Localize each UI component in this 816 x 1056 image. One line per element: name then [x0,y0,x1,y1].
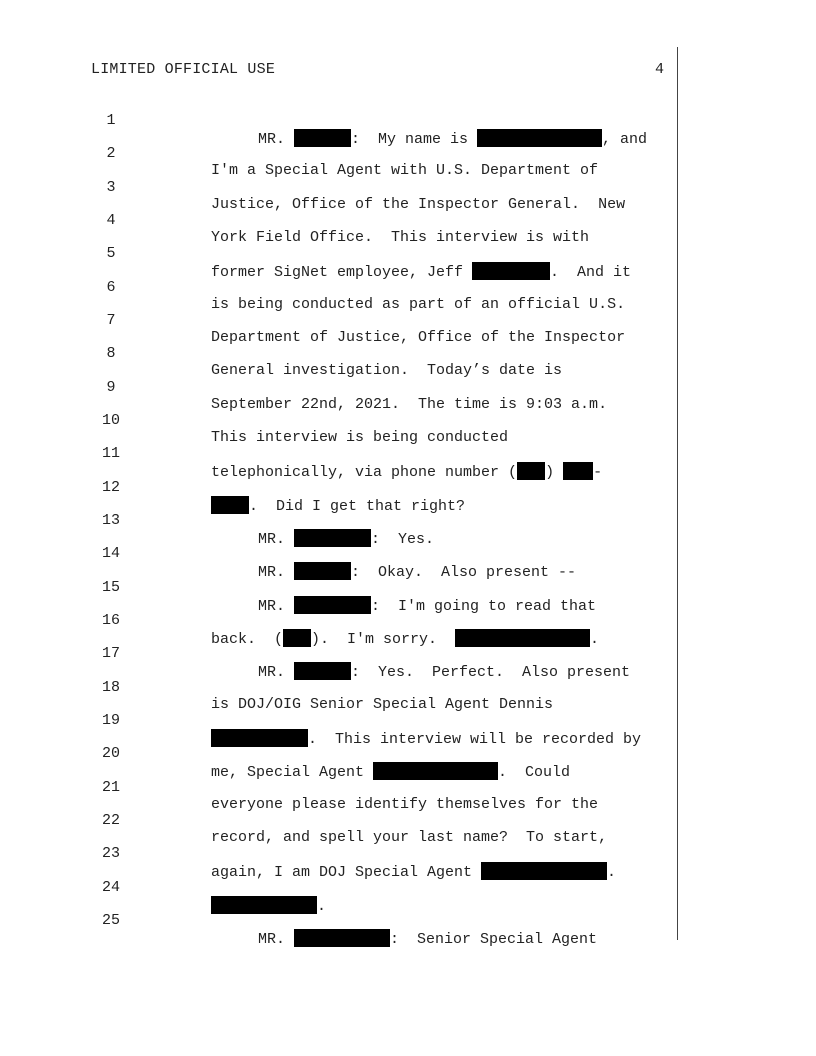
redaction-box [294,929,390,947]
line-number: 25 [101,912,120,929]
line-number: 16 [101,612,120,629]
line-text [211,762,570,781]
text-segment: . This interview will be recorded by [308,731,642,748]
line-number: 22 [101,812,120,829]
redaction-box [211,729,308,747]
line-text: everyone please identify themselves for the [211,796,599,813]
text-segment: MR. [258,531,295,548]
text-segment: : Yes. [371,531,435,548]
text-segment: . Could [498,764,571,781]
text-segment: ) [545,464,564,481]
redaction-box [211,496,249,514]
text-segment: MR. [258,931,295,948]
line-number: 2 [106,145,116,162]
line-text: September 22nd, 2021. The time is 9:03 a.m. [211,396,608,413]
line-number: 13 [101,512,120,529]
line-text: record, and spell your last name? To start, [211,829,608,846]
line-text: General investigation. Today’s date is [211,362,563,379]
text-segment: MR. [258,131,295,148]
line-text [211,629,599,648]
line-number: 15 [101,579,120,596]
text-segment: again, I am DOJ Special Agent [211,864,482,881]
line-number: 18 [101,679,120,696]
line-number: 23 [101,845,120,862]
line-text [258,529,434,548]
text-segment: : Okay. Also present -- [351,564,577,581]
line-text [258,562,576,581]
line-number: 14 [101,545,120,562]
text-segment: . Did I get that right? [249,498,466,515]
text-segment: MR. [258,598,295,615]
text-segment: telephonically, via phone number ( [211,464,518,481]
redaction-box [481,862,607,880]
text-segment: . [317,898,327,915]
text-segment: - [593,464,603,481]
line-text [211,729,641,748]
line-text: This interview is being conducted [211,429,509,446]
redaction-box [455,629,590,647]
text-segment: . [590,631,600,648]
line-number: 8 [106,345,116,362]
line-text [258,129,647,148]
line-text: is DOJ/OIG Senior Special Agent Dennis [211,696,554,713]
text-segment: , and [602,131,648,148]
redaction-box [294,596,371,614]
text-segment: MR. [258,664,295,681]
redaction-box [517,462,545,480]
line-number: 12 [101,479,120,496]
line-number: 10 [101,412,120,429]
redaction-box [283,629,311,647]
right-margin-rule [677,47,678,940]
line-number: 5 [106,245,116,262]
text-segment: me, Special Agent [211,764,374,781]
line-text: Justice, Office of the Inspector General. New [211,196,626,213]
redaction-box [211,896,317,914]
line-number: 19 [101,712,120,729]
text-segment: : Yes. Perfect. Also present [351,664,631,681]
line-number: 11 [101,445,120,462]
line-number: 20 [101,745,120,762]
line-number: 7 [106,312,116,329]
redaction-box [373,762,498,780]
line-text [258,596,596,615]
transcript-line [0,95,648,148]
line-number: 4 [106,212,116,229]
line-text [258,929,597,948]
redaction-box [472,262,550,280]
text-segment: : My name is [351,131,478,148]
text-segment: MR. [258,564,295,581]
line-number: 1 [106,112,116,129]
line-number: 17 [101,645,120,662]
line-number: 21 [101,779,120,796]
redaction-box [294,662,351,680]
line-text [258,662,630,681]
text-segment: . And it [550,264,632,281]
line-text [211,862,616,881]
line-text [211,262,631,281]
transcript-line [0,862,327,915]
line-text: York Field Office. This interview is with [211,229,590,246]
line-number: 3 [106,179,116,196]
redaction-box [563,462,593,480]
redaction-box [294,529,371,547]
line-text [211,496,465,515]
text-segment: former SigNet employee, Jeff [211,264,473,281]
text-segment: back. ( [211,631,284,648]
line-number: 24 [101,879,120,896]
line-number: 9 [106,379,116,396]
redaction-box [294,129,351,147]
line-text: I'm a Special Agent with U.S. Department of [211,162,599,179]
page-number: 4 [655,61,665,78]
line-text [211,896,326,915]
classification-header: LIMITED OFFICIAL USE [91,61,276,78]
line-text: is being conducted as part of an official U.S. [211,296,626,313]
text-segment: ). I'm sorry. [311,631,456,648]
text-segment: . [607,864,617,881]
line-number: 6 [106,279,116,296]
redaction-box [294,562,351,580]
transcript-line [0,895,598,948]
line-text [211,462,602,481]
line-text: Department of Justice, Office of the Inspector [211,329,626,346]
redaction-box [477,129,602,147]
text-segment: : Senior Special Agent [390,931,598,948]
text-segment: : I'm going to read that [371,598,597,615]
